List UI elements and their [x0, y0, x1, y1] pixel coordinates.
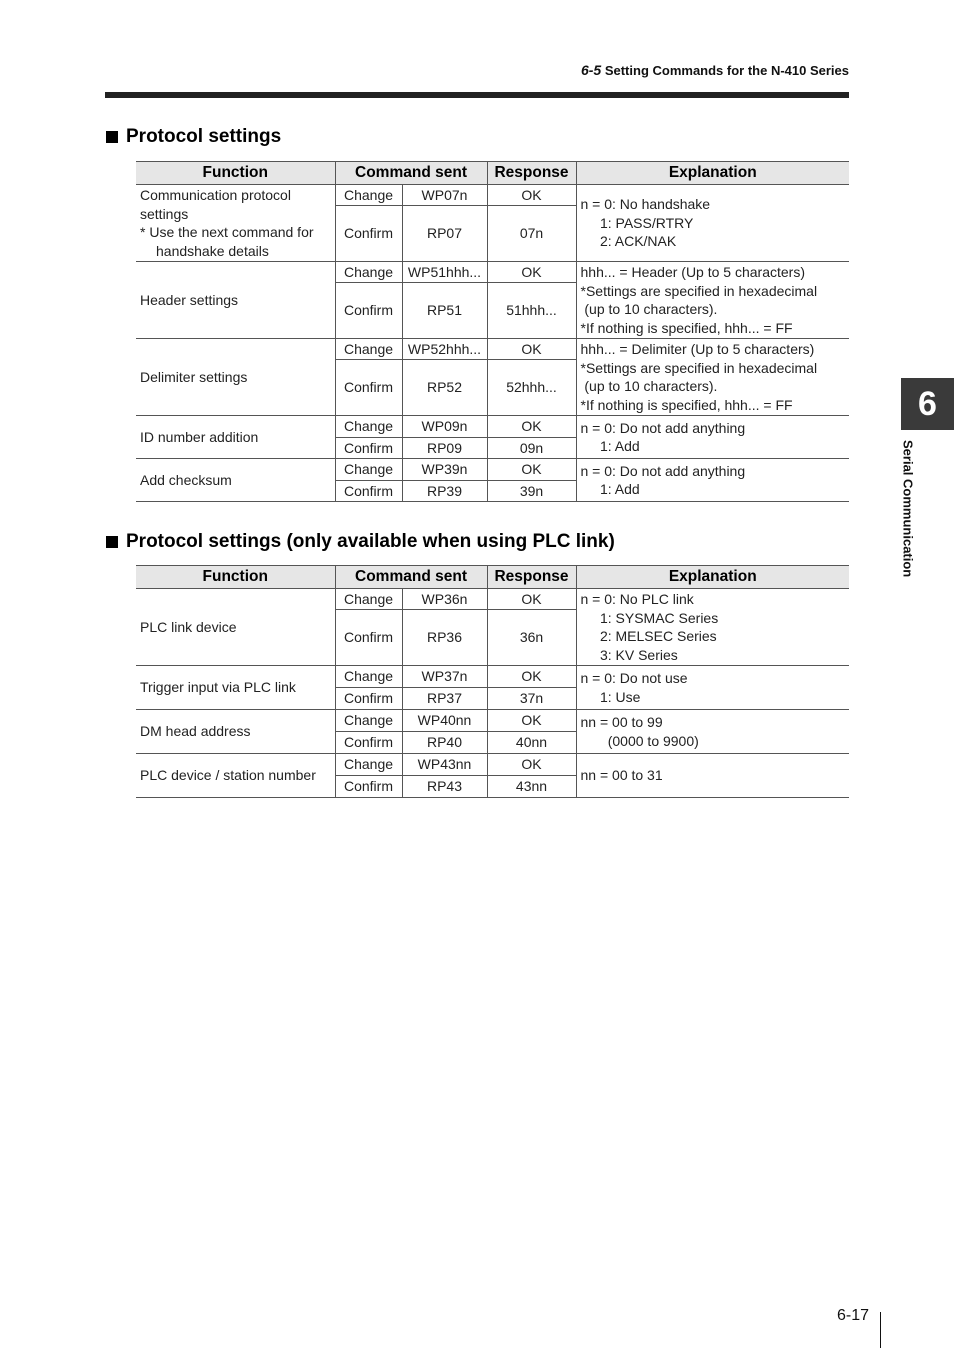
command-cell: WP07n — [402, 185, 487, 206]
explanation-line: *If nothing is specified, hhh... = FF — [580, 396, 793, 413]
response-cell: OK — [487, 666, 576, 688]
section-title-plc-link — [106, 531, 615, 553]
explanation-line: hhh... = Delimiter (Up to 5 characters) — [580, 341, 815, 357]
type-cell: Confirm — [335, 360, 402, 416]
plc-link-settings-table — [136, 565, 849, 798]
explanation-cell — [576, 185, 849, 262]
running-header — [581, 62, 849, 78]
explanation-line: 3: KV Series — [580, 646, 678, 663]
function-label: DM head address — [140, 723, 251, 740]
type-cell: Confirm — [335, 732, 402, 754]
table-row — [136, 666, 849, 688]
command-cell: RP52 — [402, 360, 487, 416]
type-cell: Confirm — [335, 438, 402, 459]
table-row — [136, 262, 849, 283]
function-cell — [136, 666, 335, 710]
protocol-settings-table — [136, 161, 849, 502]
response-cell: 40nn — [487, 732, 576, 754]
explanation-line: (up to 10 characters). — [580, 301, 718, 317]
table-row — [136, 459, 849, 481]
type-cell: Change — [335, 589, 402, 610]
explanation-line: 1: PASS/RTRY — [580, 214, 694, 231]
table-row — [136, 339, 849, 360]
square-bullet-icon — [106, 131, 118, 143]
response-cell: 52hhh... — [487, 360, 576, 416]
command-cell: WP52hhh... — [402, 339, 487, 360]
type-cell: Change — [335, 754, 402, 776]
chapter-name: Serial Communication — [900, 440, 916, 578]
section-name: Setting Commands for the N-410 Series — [604, 63, 849, 78]
response-cell: 51hhh... — [487, 283, 576, 339]
function-cell — [136, 262, 335, 339]
explanation-line: nn = 00 to 99 — [580, 714, 663, 730]
type-cell: Change — [335, 262, 402, 283]
explanation-cell — [576, 589, 849, 666]
explanation-line: hhh... = Header (Up to 5 characters) — [580, 264, 805, 280]
function-label: Trigger input via PLC link — [140, 679, 296, 696]
table-row — [136, 754, 849, 776]
table-row — [136, 416, 849, 438]
explanation-line: 1: Add — [580, 438, 640, 454]
type-cell: Confirm — [335, 283, 402, 339]
function-note: * Use the next command for handshake details — [140, 224, 314, 259]
function-label: Communication protocol settings — [140, 187, 291, 222]
command-cell: WP43nn — [402, 754, 487, 776]
explanation-line: n = 0: Do not add anything — [580, 419, 746, 436]
chapter-number: 6 — [918, 384, 937, 423]
type-cell: Confirm — [335, 481, 402, 502]
command-cell: WP51hhh... — [402, 262, 487, 283]
explanation-cell — [576, 459, 849, 502]
section-title-text: Protocol settings — [126, 126, 282, 147]
type-cell: Change — [335, 666, 402, 688]
function-cell — [136, 339, 335, 416]
command-cell: RP37 — [402, 688, 487, 710]
section-title-text: Protocol settings (only available when using PLC link) — [126, 531, 615, 552]
explanation-cell — [576, 262, 849, 339]
explanation-line: *Settings are specified in hexadecimal — [580, 282, 818, 299]
explanation-cell — [576, 416, 849, 459]
col-header-command-sent: Command sent — [335, 162, 487, 185]
command-cell: RP07 — [402, 206, 487, 262]
type-cell: Confirm — [335, 688, 402, 710]
col-header-explanation: Explanation — [576, 566, 849, 589]
chapter-side-label — [878, 440, 938, 600]
explanation-cell — [576, 710, 849, 754]
table-row — [136, 185, 849, 206]
explanation-line: 2: ACK/NAK — [580, 233, 677, 250]
response-cell: OK — [487, 185, 576, 206]
explanation-line: (0000 to 9900) — [580, 732, 699, 749]
table-header-row — [136, 162, 849, 185]
function-label: Header settings — [140, 291, 239, 308]
col-header-response: Response — [487, 162, 576, 185]
explanation-line: 2: MELSEC Series — [580, 628, 717, 644]
explanation-line: n = 0: No PLC link — [580, 591, 694, 607]
command-cell: WP36n — [402, 589, 487, 610]
response-cell: OK — [487, 339, 576, 360]
command-cell: RP39 — [402, 481, 487, 502]
command-cell: RP51 — [402, 283, 487, 339]
function-cell — [136, 185, 335, 262]
command-cell: WP40nn — [402, 710, 487, 732]
type-cell: Change — [335, 185, 402, 206]
page-number: 6-17 — [837, 1307, 870, 1324]
explanation-line: *If nothing is specified, hhh... = FF — [580, 319, 793, 336]
command-cell: RP43 — [402, 776, 487, 798]
function-cell — [136, 710, 335, 754]
type-cell: Confirm — [335, 206, 402, 262]
response-cell: OK — [487, 589, 576, 610]
response-cell: 09n — [487, 438, 576, 459]
response-cell: 37n — [487, 688, 576, 710]
response-cell: OK — [487, 262, 576, 283]
explanation-line: 1: Use — [580, 688, 641, 705]
explanation-line: 1: Add — [580, 481, 640, 497]
response-cell: OK — [487, 416, 576, 438]
section-number: 6-5 — [580, 62, 602, 78]
command-cell: RP36 — [402, 610, 487, 666]
function-label: Add checksum — [140, 471, 232, 488]
square-bullet-icon — [106, 536, 118, 548]
explanation-line: *Settings are specified in hexadecimal — [580, 359, 818, 376]
explanation-line: n = 0: No handshake — [580, 196, 711, 213]
col-header-explanation: Explanation — [576, 162, 849, 185]
response-cell: OK — [487, 754, 576, 776]
response-cell: OK — [487, 459, 576, 481]
response-cell: 07n — [487, 206, 576, 262]
function-label: PLC link device — [140, 618, 237, 635]
col-header-function: Function — [136, 566, 335, 589]
section-title-protocol-settings — [106, 126, 281, 148]
explanation-line: 1: SYSMAC Series — [580, 609, 719, 626]
explanation-line: n = 0: Do not add anything — [580, 462, 746, 479]
function-cell — [136, 754, 335, 798]
explanation-line: nn = 00 to 31 — [580, 767, 663, 784]
explanation-line: n = 0: Do not use — [580, 670, 688, 686]
function-cell — [136, 459, 335, 502]
function-label: Delimiter settings — [140, 368, 248, 385]
explanation-line: (up to 10 characters). — [580, 378, 718, 394]
command-cell: WP09n — [402, 416, 487, 438]
explanation-cell — [576, 666, 849, 710]
table-row — [136, 589, 849, 610]
col-header-response: Response — [487, 566, 576, 589]
response-cell: OK — [487, 710, 576, 732]
function-cell — [136, 589, 335, 666]
type-cell: Change — [335, 710, 402, 732]
table-row — [136, 710, 849, 732]
command-cell: RP09 — [402, 438, 487, 459]
type-cell: Change — [335, 459, 402, 481]
response-cell: 43nn — [487, 776, 576, 798]
command-cell: RP40 — [402, 732, 487, 754]
explanation-cell — [576, 754, 849, 798]
function-cell — [136, 416, 335, 459]
command-cell: WP37n — [402, 666, 487, 688]
col-header-command-sent: Command sent — [335, 566, 487, 589]
page-number-bar — [880, 1312, 881, 1348]
type-cell: Confirm — [335, 776, 402, 798]
response-cell: 39n — [487, 481, 576, 502]
table-header-row — [136, 566, 849, 589]
function-label: ID number addition — [140, 428, 259, 445]
type-cell: Confirm — [335, 610, 402, 666]
explanation-cell — [576, 339, 849, 416]
type-cell: Change — [335, 416, 402, 438]
header-rule — [105, 92, 849, 98]
chapter-tab — [901, 378, 954, 430]
col-header-function: Function — [136, 162, 335, 185]
type-cell: Change — [335, 339, 402, 360]
function-label: PLC device / station number — [140, 767, 316, 784]
response-cell: 36n — [487, 610, 576, 666]
command-cell: WP39n — [402, 459, 487, 481]
